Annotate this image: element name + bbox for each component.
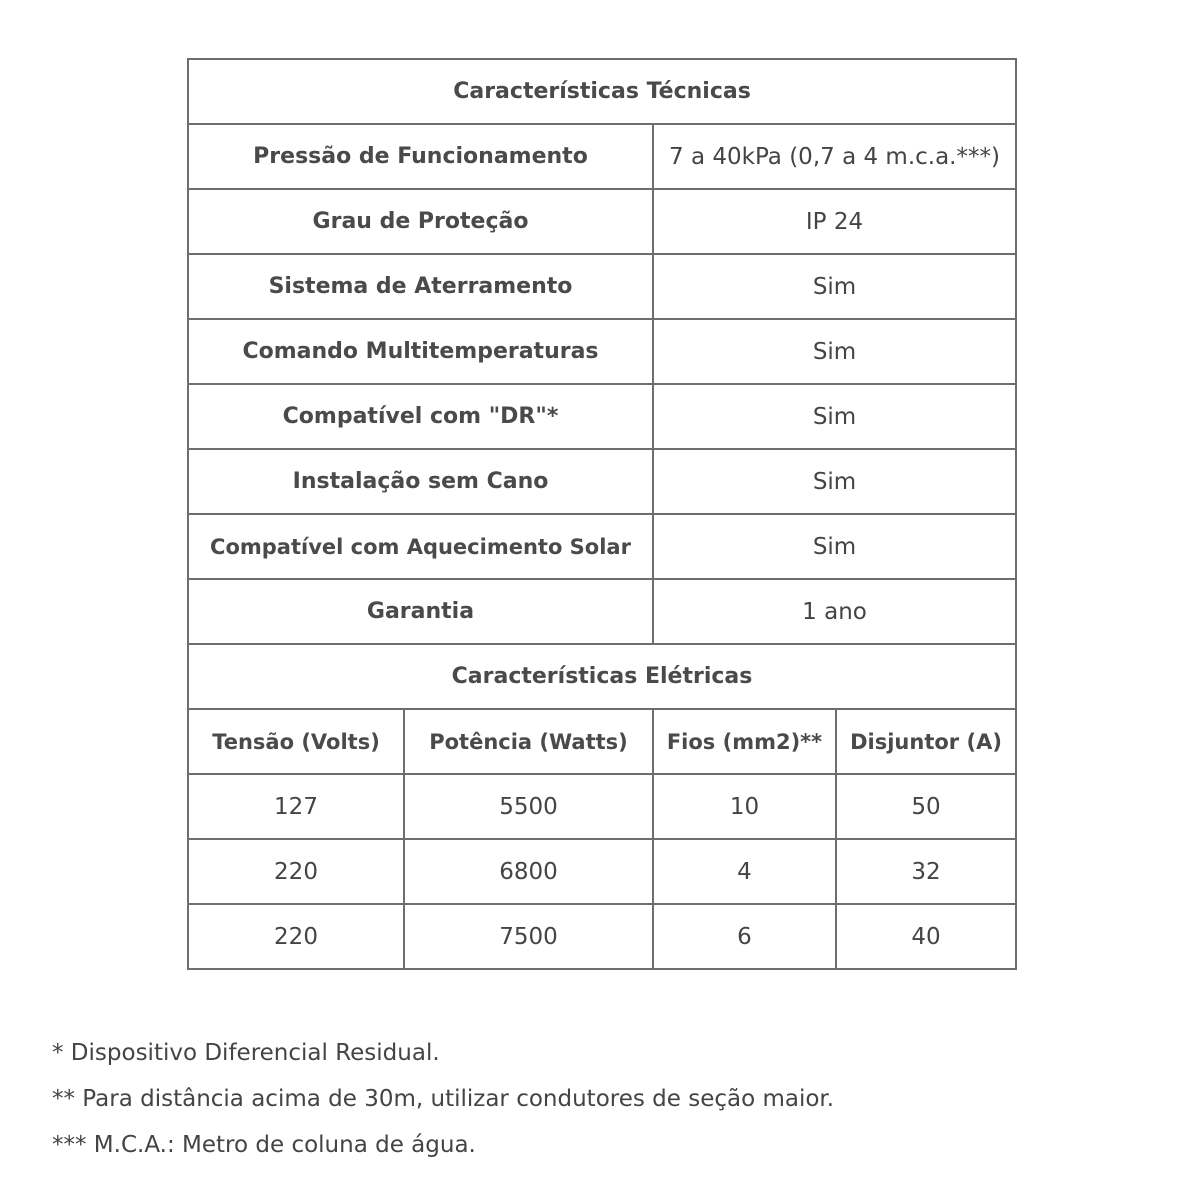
- technical-row: [188, 189, 1016, 254]
- wires-cell: 4: [653, 839, 836, 904]
- technical-row: [188, 254, 1016, 319]
- column-header-voltage: Tensão (Volts): [188, 709, 404, 774]
- technical-row: [188, 384, 1016, 449]
- electrical-section-title: Características Elétricas: [188, 644, 1016, 709]
- footnote-dr: * Dispositivo Diferencial Residual.: [52, 1040, 440, 1066]
- column-header-breaker: Disjuntor (A): [836, 709, 1016, 774]
- voltage-cell: 220: [188, 839, 404, 904]
- technical-section-title: Características Técnicas: [188, 59, 1016, 124]
- technical-row-label: Compatível com "DR"*: [188, 384, 653, 449]
- footnote-wires: ** Para distância acima de 30m, utilizar condutores de seção maior.: [52, 1086, 835, 1112]
- technical-row: [188, 319, 1016, 384]
- electrical-section-header-row: [188, 644, 1016, 709]
- technical-row-value: Sim: [653, 384, 1016, 449]
- wires-cell: 6: [653, 904, 836, 969]
- electrical-row: [188, 904, 1016, 969]
- technical-row-label: Grau de Proteção: [188, 189, 653, 254]
- technical-row-label: Pressão de Funcionamento: [188, 124, 653, 189]
- technical-row-value: Sim: [653, 514, 1016, 579]
- voltage-cell: 220: [188, 904, 404, 969]
- technical-row-label: Garantia: [188, 579, 653, 644]
- technical-section-header-row: [188, 59, 1016, 124]
- wires-cell: 10: [653, 774, 836, 839]
- breaker-cell: 50: [836, 774, 1016, 839]
- technical-row: [188, 449, 1016, 514]
- footnotes: [52, 1030, 1172, 1168]
- voltage-cell: 127: [188, 774, 404, 839]
- technical-row: [188, 124, 1016, 189]
- technical-row-value: Sim: [653, 449, 1016, 514]
- electrical-row: [188, 839, 1016, 904]
- specifications-table: [187, 58, 1017, 970]
- power-cell: 7500: [404, 904, 653, 969]
- technical-row-value: Sim: [653, 319, 1016, 384]
- technical-row-label: Comando Multitemperaturas: [188, 319, 653, 384]
- breaker-cell: 40: [836, 904, 1016, 969]
- technical-row: [188, 579, 1016, 644]
- breaker-cell: 32: [836, 839, 1016, 904]
- technical-row-label: Compatível com Aquecimento Solar: [188, 514, 653, 579]
- power-cell: 6800: [404, 839, 653, 904]
- technical-row-value: 7 a 40kPa (0,7 a 4 m.c.a.***): [653, 124, 1016, 189]
- column-header-wires: Fios (mm2)**: [653, 709, 836, 774]
- power-cell: 5500: [404, 774, 653, 839]
- footnote-mca: *** M.C.A.: Metro de coluna de água.: [52, 1132, 476, 1158]
- technical-row-value: 1 ano: [653, 579, 1016, 644]
- technical-row-value: IP 24: [653, 189, 1016, 254]
- technical-row: [188, 514, 1016, 579]
- electrical-column-headers: [188, 709, 1016, 774]
- electrical-row: [188, 774, 1016, 839]
- technical-row-value: Sim: [653, 254, 1016, 319]
- technical-row-label: Instalação sem Cano: [188, 449, 653, 514]
- column-header-power: Potência (Watts): [404, 709, 653, 774]
- technical-row-label: Sistema de Aterramento: [188, 254, 653, 319]
